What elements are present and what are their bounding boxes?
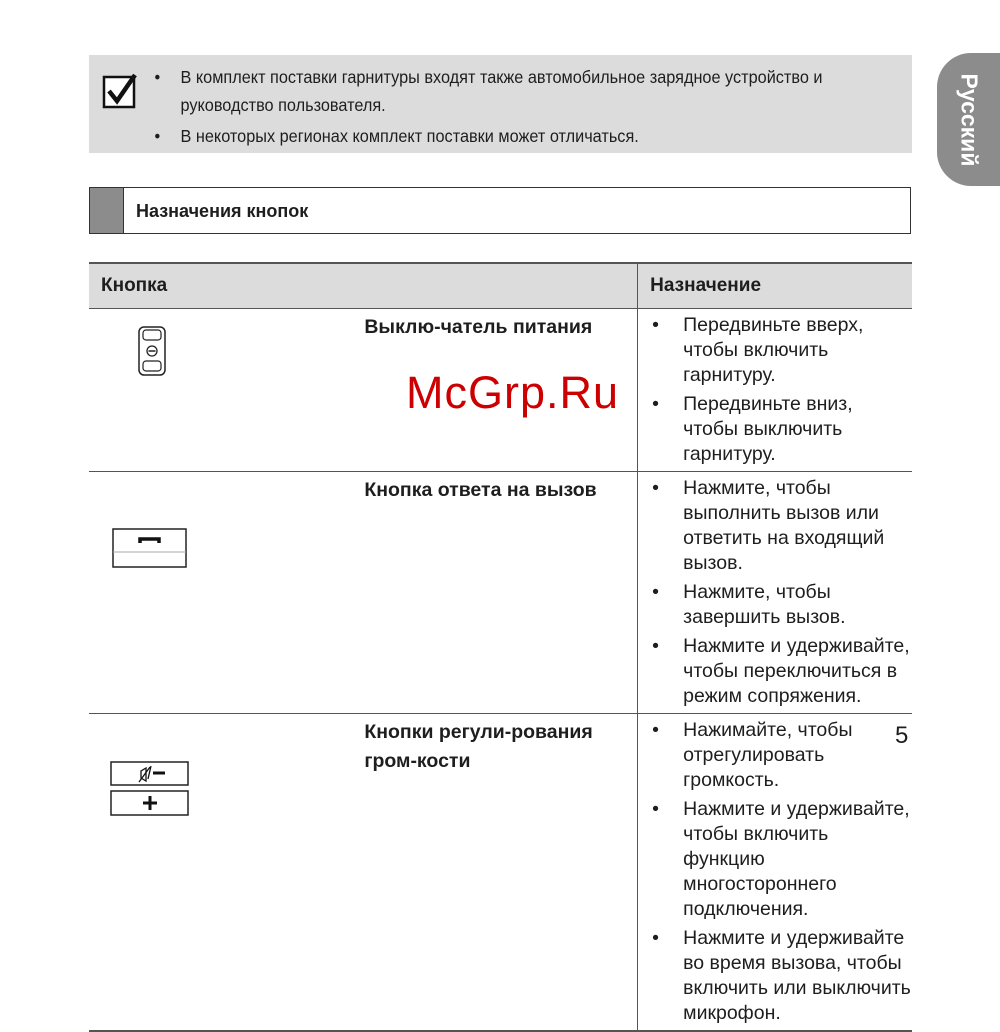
button-name: Кнопки регули-рования гром-кости [363, 714, 637, 1032]
purpose-item: • Передвиньте вниз, чтобы выключить гарнитуру. [638, 392, 912, 467]
call-answer-button-icon [112, 528, 188, 570]
purpose-item: • Нажмите и удерживайте, чтобы переключиться в режим сопряжения. [638, 634, 912, 709]
section-heading [89, 187, 911, 234]
purpose-item: • Нажмите, чтобы завершить вызов. [638, 580, 912, 630]
purpose-item: • Нажмите и удерживайте, чтобы включить функцию многостороннего подключения. [638, 797, 912, 922]
purpose-item: • Нажимайте, чтобы отрегулировать громкость. [638, 718, 912, 793]
purpose-list [638, 476, 912, 709]
language-tab-label: Русский [956, 73, 982, 166]
purpose-list [638, 718, 912, 1026]
button-name: Кнопка ответа на вызов [363, 472, 637, 714]
header-button: Кнопка [89, 263, 638, 309]
volume-buttons-icon [110, 761, 190, 823]
purpose-item: • Нажмите, чтобы выполнить вызов или ответить на входящий вызов. [638, 476, 912, 576]
note-item: • В комплект поставки гарнитуры входят также автомобильное зарядное устройство и руководство пользователя. [147, 63, 906, 119]
note-item: • В некоторых регионах комплект поставки может отличаться. [147, 122, 906, 150]
button-name: Выклю-чатель питания [363, 309, 637, 472]
table-row [89, 472, 912, 714]
power-switch-icon [137, 325, 167, 377]
section-heading-tab [90, 188, 124, 233]
note-box [89, 55, 912, 153]
section-title: Назначения кнопок [136, 201, 309, 221]
header-purpose: Назначение [638, 263, 912, 309]
page-number: 5 [895, 722, 909, 749]
table-row [89, 714, 912, 1032]
note-list [147, 63, 887, 153]
watermark: McGrp.Ru [406, 367, 620, 418]
checkbox-note-icon [102, 73, 138, 109]
purpose-item: • Нажмите и удерживайте во время вызова, чтобы включить или выключить микрофон. [638, 926, 912, 1026]
purpose-item: • Передвиньте вверх, чтобы включить гарнитуру. [638, 313, 912, 388]
purpose-list [638, 313, 912, 467]
language-tab [937, 53, 1000, 186]
